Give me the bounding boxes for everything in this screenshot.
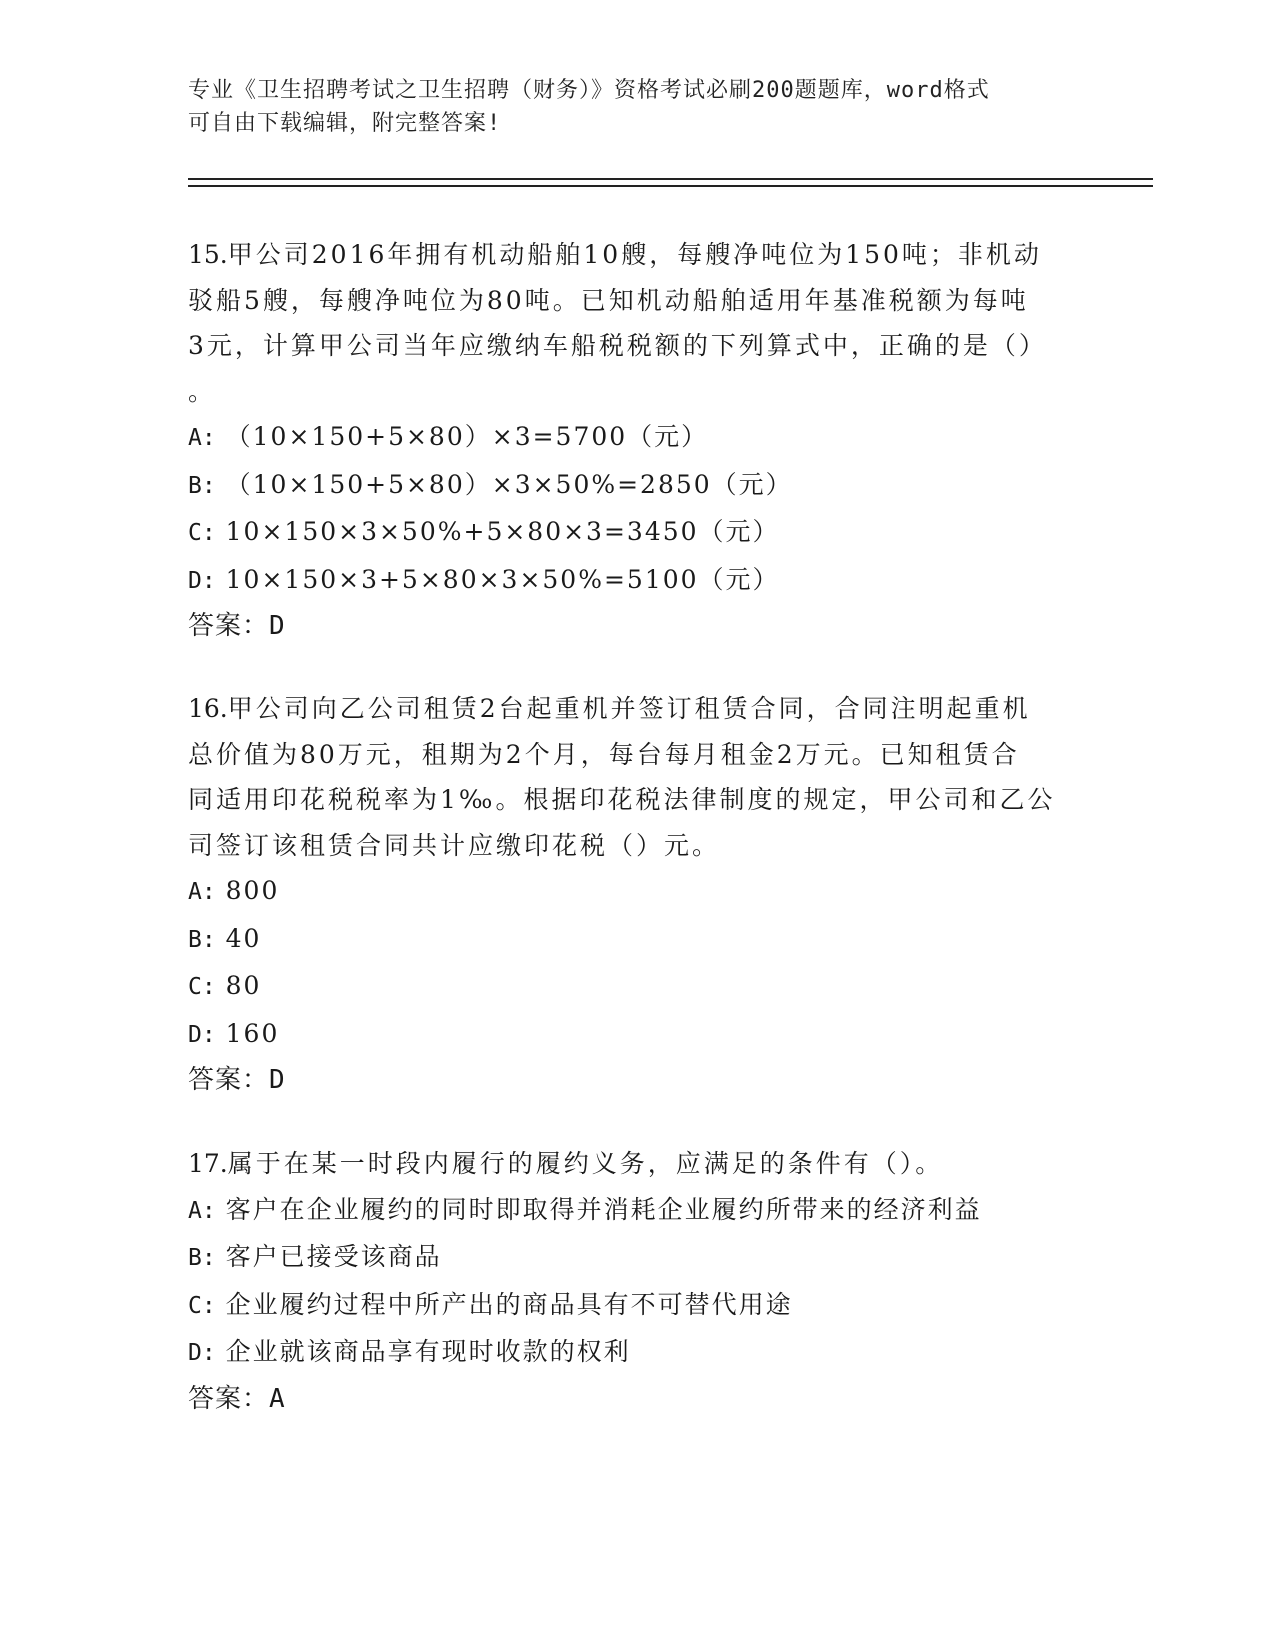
question-number: 17. — [188, 1149, 228, 1178]
option-d: D: 10×150×3+5×80×3×50%=5100（元） — [188, 564, 780, 594]
option-a: A: 800 — [188, 876, 280, 905]
option-a: A: （10×150+5×80）×3=5700（元） — [188, 422, 709, 451]
question-stem — [188, 1141, 1088, 1187]
stem-line: 16.甲公司向乙公司租赁2台起重机并签订租赁合同，合同注明起重机 — [188, 694, 1031, 723]
document-header — [188, 74, 1068, 140]
stem-line: 15.甲公司2016年拥有机动船舶10艘，每艘净吨位为150吨；非机动 — [188, 240, 1042, 269]
stem-line: 17.属于在某一时段内履行的履约义务，应满足的条件有（）。 — [188, 1149, 944, 1178]
question-stem — [188, 686, 1088, 868]
option-d: D: 160 — [188, 1018, 280, 1048]
answer-value: A — [269, 1383, 286, 1414]
question-17 — [188, 1141, 1088, 1422]
option-b: B: 40 — [188, 923, 262, 953]
question-15 — [188, 232, 1088, 650]
question-number: 15. — [188, 240, 228, 269]
question-stem — [188, 232, 1088, 414]
question-16 — [188, 686, 1088, 1104]
answer: 答案：D — [188, 1065, 286, 1095]
header-line-1: 专业《卫生招聘考试之卫生招聘（财务）》资格考试必刷200题题库，word格式 — [188, 78, 990, 103]
answer-value: D — [269, 611, 286, 641]
answer-value: D — [269, 1065, 286, 1095]
answer: 答案：D — [188, 611, 286, 641]
stem-line: 驳船5艘，每艘净吨位为80吨。已知机动船舶适用年基准税额为每吨 — [188, 285, 1029, 315]
option-c: C: 企业履约过程中所产出的商品具有不可替代用途 — [188, 1289, 793, 1319]
answer: 答案：A — [188, 1383, 286, 1414]
stem-line: 同适用印花税税率为1‰。根据印花税法律制度的规定，甲公司和乙公 — [188, 785, 1056, 814]
stem-line: 3元，计算甲公司当年应缴纳车船税税额的下列算式中，正确的是（） — [188, 331, 1047, 360]
option-a: A: 客户在企业履约的同时即取得并消耗企业履约所带来的经济利益 — [188, 1194, 982, 1224]
stem-line: 司签订该租赁合同共计应缴印花税（）元。 — [188, 830, 721, 860]
header-line-2: 可自由下载编辑，附完整答案! — [188, 111, 502, 136]
option-b: B: 客户已接受该商品 — [188, 1242, 442, 1271]
header-divider-top — [188, 178, 1153, 180]
option-c: C: 80 — [188, 971, 262, 1000]
option-c: C: 10×150×3×50%+5×80×3=3450（元） — [188, 517, 780, 546]
question-number: 16. — [188, 694, 228, 723]
option-d: D: 企业就该商品享有现时收款的权利 — [188, 1337, 631, 1366]
stem-line: 总价值为80万元，租期为2个月，每台每月租金2万元。已知租赁合 — [188, 739, 1020, 769]
header-divider-bottom — [188, 185, 1153, 187]
option-b: B: （10×150+5×80）×3×50%=2850（元） — [188, 469, 793, 499]
stem-line: 。 — [188, 376, 217, 406]
